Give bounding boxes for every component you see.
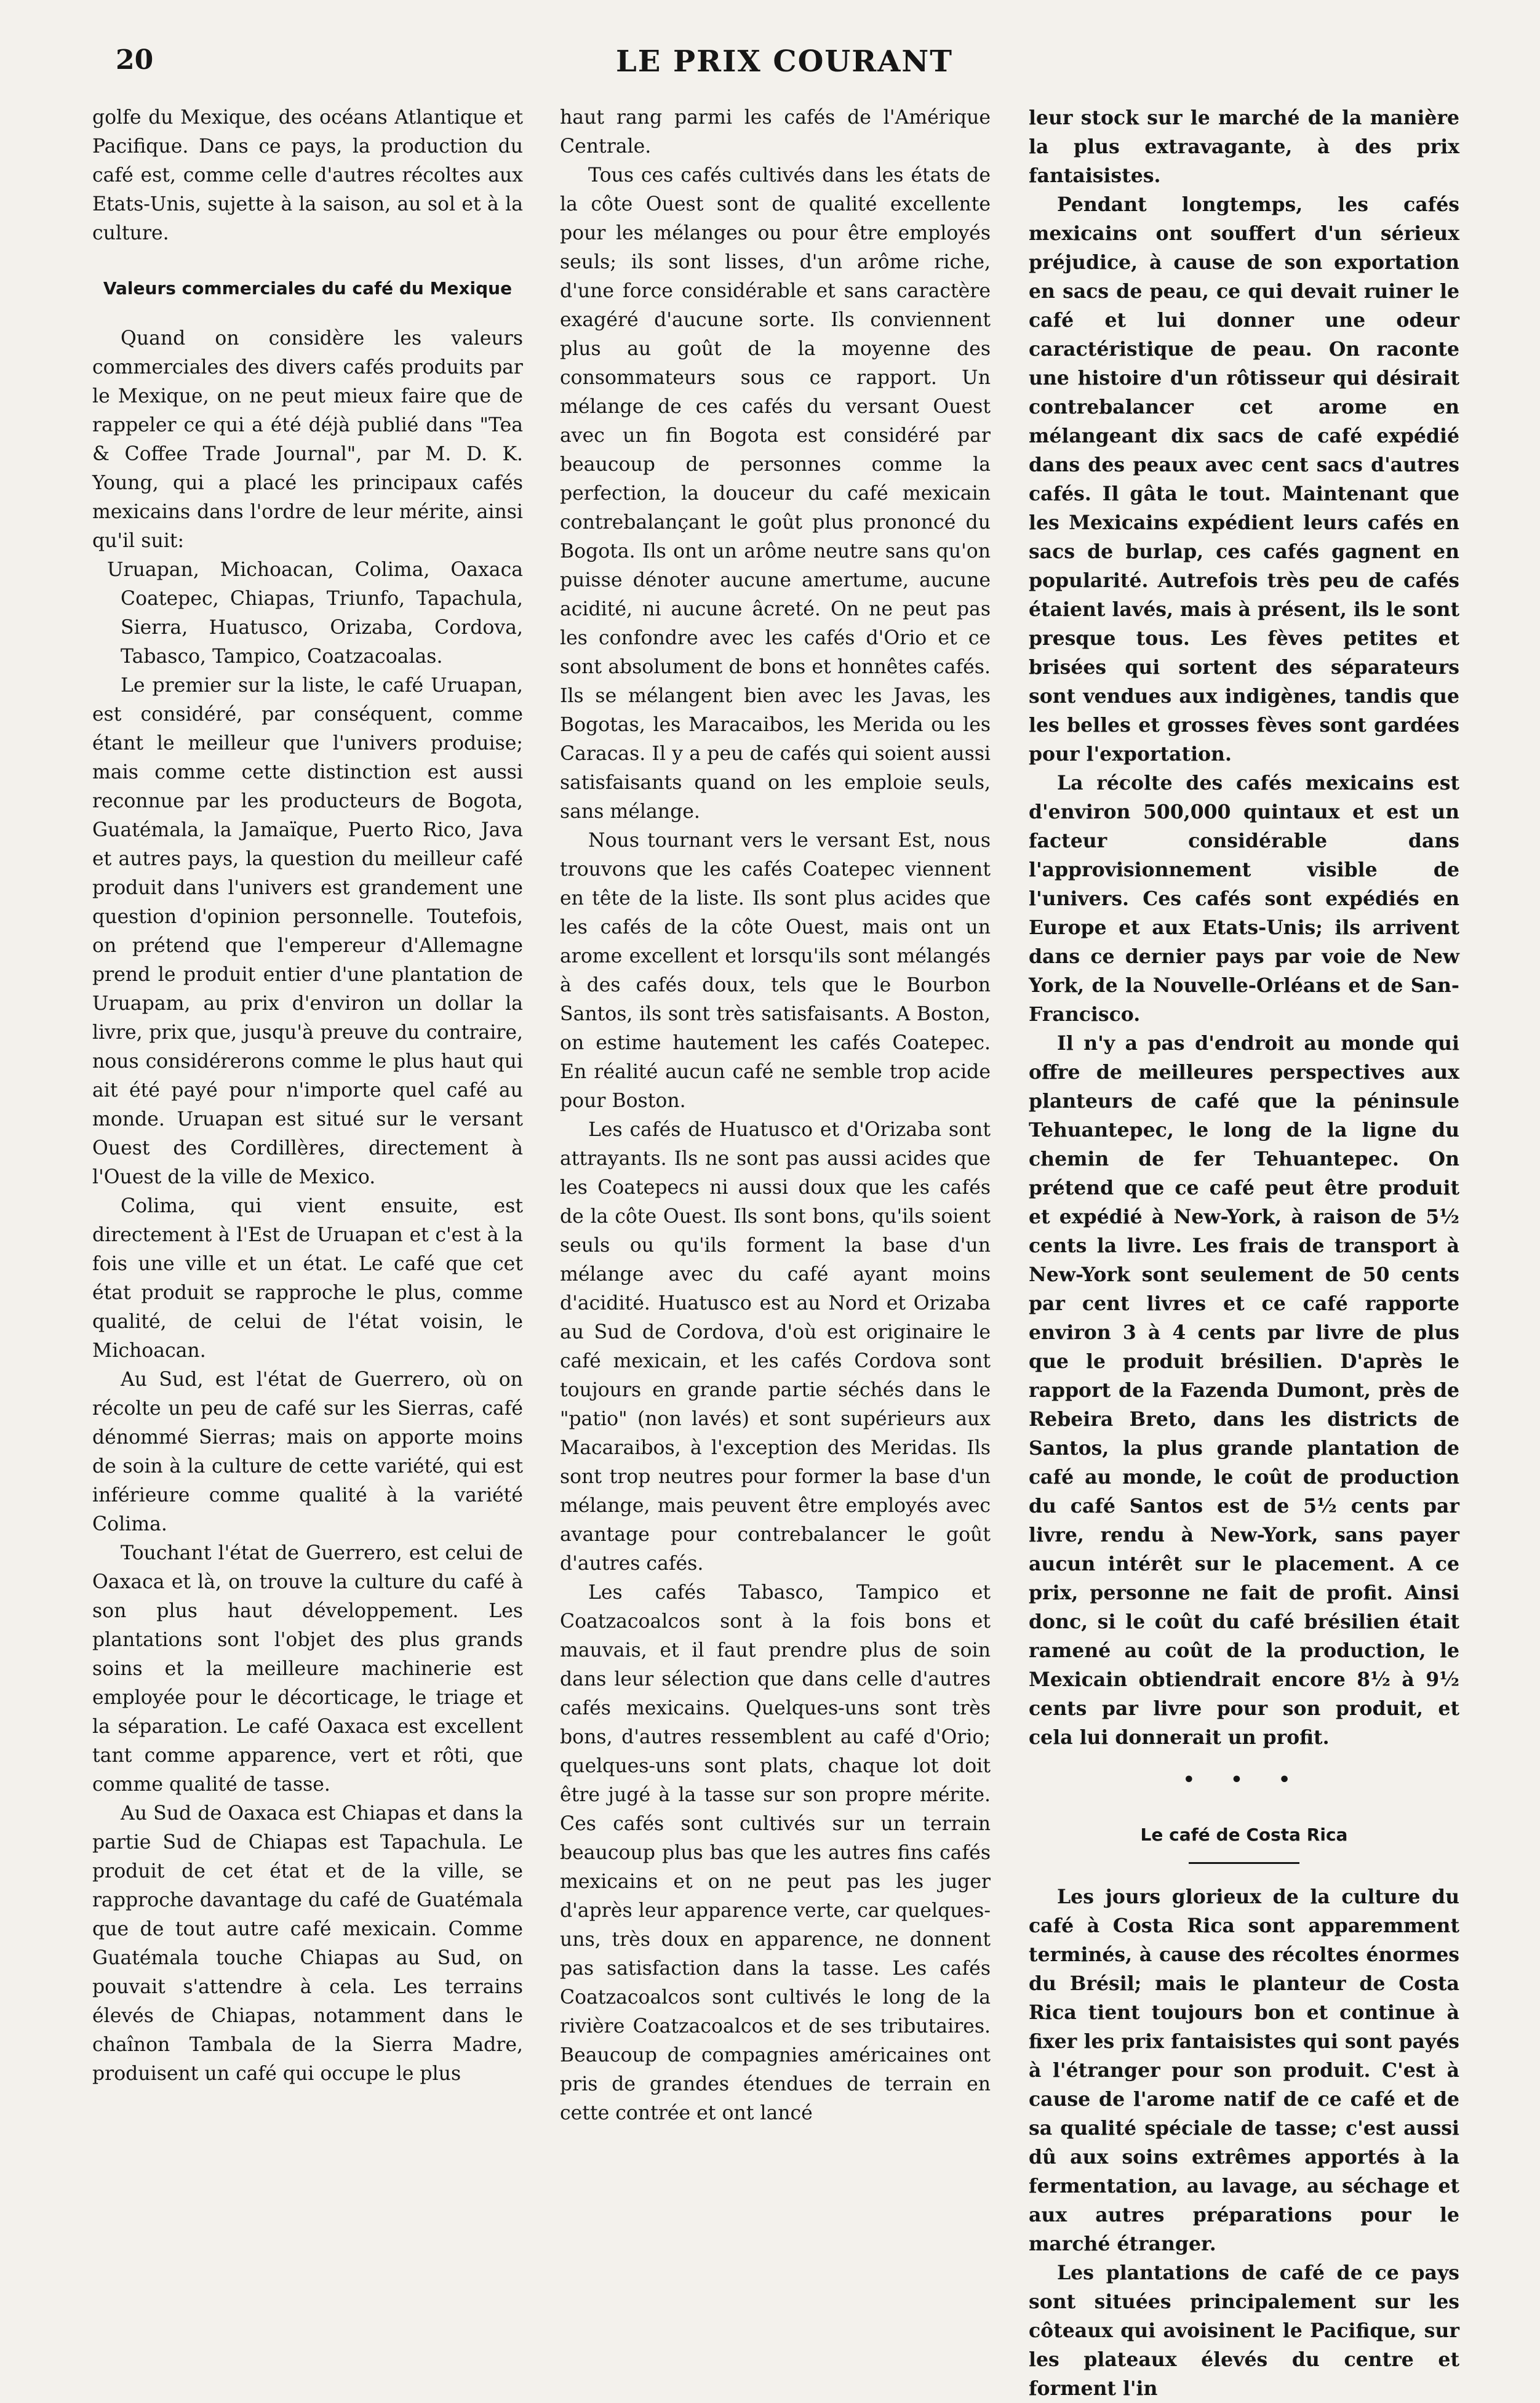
paragraph: Au Sud de Oaxaca est Chiapas et dans la partie Sud de Chiapas est Tapachula. Le produit de cet état et de la ville, se rapproche davantage du café de Guatémala que de tout autre café mexicain. Comme Guatémala touche Chiapas au Sud, on pouvait s'attendre à cela. Les terrains élevés de Chiapas, notamment dans le chaînon Tambala de la Sierra Madre, produisent un café qui occupe le plus [92, 1802, 523, 2085]
paragraph: Touchant l'état de Guerrero, est celui de Oaxaca et là, on trouve la culture du café à son plus haut développement. Les plantations sont l'objet des plus grands soins et la meilleure machinerie est employée pour le décorticage, le triage et la séparation. Le café Oaxaca est excellent tant comme apparence, vert et rôti, que comme qualité de tasse. [92, 1542, 523, 1796]
paragraph: Nous tournant vers le versant Est, nous trouvons que les cafés Coatepec viennent en tête de la liste. Ils sont plus acides que les cafés de la côte Ouest, mais ont un arome excellent et lorsqu'ils sont mélangés à des cafés doux, tels que le Bourbon Santos, ils sont très satisfaisants. A Boston, on estime hautement les cafés Coatepec. En réalité aucun café ne semble trop acide pour Boston. [560, 830, 991, 1112]
paragraph: Les jours glorieux de la culture du café à Costa Rica sont apparemment terminés, à cause des récoltes énormes du Brésil; mais le planteur de Costa Rica tient toujours bon et continue à fixer les prix fantaisistes qui sont payés à l'étranger pour son produit. C'est à cause de l'arome natif de ce café et de sa qualité spéciale de tasse; c'est aussi dû aux soins extrêmes apportés à la fermentation, au lavage, au séchage et aux autres préparations pour le marché étranger. [1029, 1885, 1459, 2255]
journal-title: LE PRIX COURANT [615, 44, 954, 79]
paragraph: Les plantations de café de ce pays sont situées principalement sur les côteaux qui avoisinent le Pacifique, sur les plateaux élevés du centre et forment l'in [1029, 2261, 1459, 2400]
column-3 [1029, 103, 1459, 2400]
paragraph: Colima, qui vient ensuite, est directement à l'Est de Uruapan et c'est à la fois une ville et un état. Le café que cet état produit se rapproche le plus, comme qualité, de celui de l'état voisin, le Michoacan. [92, 1195, 523, 1362]
paragraph: La récolte des cafés mexicains est d'environ 500,000 quintaux et est un facteur considérable dans l'approvisionnement visible de l'univers. Ces cafés sont expédiés en Europe et aux Etats-Unis; ils arrivent dans ce dernier pays par voie de New York, de la Nouvelle-Orléans et de San-Francisco. [1029, 772, 1459, 1026]
column-2 [560, 103, 991, 2146]
paragraph: golfe du Mexique, des océans Atlantique et Pacifique. Dans ce pays, la production du café est, comme celle d'autres récoltes aux Etats-Unis, sujette à la saison, au sol et à la culture. [92, 106, 523, 244]
paragraph: Au Sud, est l'état de Guerrero, où on récolte un peu de café sur les Sierras, café dénommé Sierras; mais on apporte moins de soin à la culture de cette variété, qui est inférieure comme qualité à la variété Colima. [92, 1369, 523, 1535]
section-heading: Le café de Costa Rica [1140, 1825, 1348, 1845]
paragraph: haut rang parmi les cafés de l'Amérique Centrale. [560, 106, 991, 158]
paragraph: Tous ces cafés cultivés dans les états de la côte Ouest sont de qualité excellente pour les mélanges ou pour être employés seuls; ils sont lisses, d'un arôme riche, d'une force considérable et sans caractère exagéré d'aucune sorte. Ils conviennent plus au goût de la moyenne des consommateurs sous ce rapport. Un mélange de ces cafés du versant Ouest avec un fin Bogota est considéré par beaucoup de personnes comme la perfection, la douceur du café mexicain contrebalançant le goût plus prononcé du Bogota. Ils ont un arôme neutre sans qu'on puisse dénoter aucune amertume, aucune acidité, ni aucune âcreté. On ne peut pas les confondre avec les cafés d'Orio et ce sont absolument de bons et honnêtes cafés. Ils se mélangent bien avec les Javas, les Bogotas, les Maracaibos, les Merida ou les Caracas. Il y a peu de cafés qui soient aussi satisfaisants quand on les emploie seuls, sans mélange. [560, 164, 991, 823]
page-number: 20 [116, 44, 154, 76]
paragraph: Pendant longtemps, les cafés mexicains ont souffert d'un sérieux préjudice, à cause de son exportation en sacs de peau, ce qui devait ruiner le café et lui donner une odeur caractéristique de peau. On raconte une histoire d'un rôtisseur qui désirait contrebalancer cet arome en mélangeant dix sacs de café expédié dans des peaux avec cent sacs d'autres cafés. Il gâta le tout. Maintenant que les Mexicains expédient leurs cafés en sacs de burlap, ces cafés gagnent en popularité. Autrefois très peu de cafés étaient lavés, mais à présent, ils le sont presque tous. Les fèves petites et brisées qui sortent des séparateurs sont vendues aux indigènes, tandis que les belles et grosses fèves sont gardées pour l'exportation. [1029, 193, 1459, 766]
page-header [92, 32, 1477, 94]
coffee-ranking-list: Uruapan, Michoacan, Colima, Oaxaca Coatepec, Chiapas, Triunfo, Tapachula, Sierra, Huatusco, Orizaba, Cordova, Tabasco, Tampico, Coatzacoalas. [107, 559, 523, 668]
heading-underline [1189, 1862, 1299, 1864]
paragraph: leur stock sur le marché de la manière la plus extravagante, à des prix fantaisistes. [1029, 106, 1459, 187]
paragraph: Quand on considère les valeurs commerciales des divers cafés produits par le Mexique, on ne peut mieux faire que de rappeler ce qui a été déjà publié dans "Tea & Coffee Trade Journal", par M. D. K. Young, qui a placé les principaux cafés mexicains dans l'ordre de leur mérite, ainsi qu'il suit: [92, 327, 523, 552]
section-heading: Valeurs commerciales du café du Mexique [103, 278, 513, 298]
paragraph: Le premier sur la liste, le café Uruapan, est considéré, par conséquent, comme étant le meilleur que l'univers produise; mais comme cette distinction est aussi reconnue par les producteurs de Bogota, Guatémala, la Jamaïque, Puerto Rico, Java et autres pays, la question du meilleur café produit dans l'univers est grandement une question d'opinion personnelle. Toutefois, on prétend que l'empereur d'Allemagne prend le produit entier d'une plantation de Uruapam, au prix d'environ un dollar la livre, prix que, jusqu'à preuve du contraire, nous considérerons comme le plus haut qui ait été payé pour n'importe quel café au monde. Uruapan est situé sur le versant Ouest des Cordillères, directement à l'Ouest de la ville de Mexico. [92, 674, 523, 1188]
paragraph: Les cafés de Huatusco et d'Orizaba sont attrayants. Ils ne sont pas aussi acides que les Coatepecs ni aussi doux que les cafés de la côte Ouest. Ils sont bons, qu'ils soient seuls ou qu'ils forment la base d'un mélange avec du café ayant moins d'acidité. Huatusco est au Nord et Orizaba au Sud de Cordova, d'où est originaire le café mexicain, et les cafés Cordova sont toujours en grande partie séchés dans le "patio" (non lavés) et sont supérieurs aux Macaraibos, à l'exception des Meridas. Ils sont trop neutres pour former la base d'un mélange, mais peuvent être employés avec avantage pour contrebalancer le goût d'autres cafés. [560, 1119, 991, 1575]
paragraph: Il n'y a pas d'endroit au monde qui offre de meilleures perspectives aux planteurs de café que la péninsule Tehuantepec, le long de la ligne du chemin de fer Tehuantepec. On prétend que ce café peut être produit et expédié à New-York, à raison de 5½ cents la livre. Les frais de transport à New-York sont seulement de 50 cents par cent livres et ce café rapporte environ 3 à 4 cents par livre de plus que le produit brésilien. D'après le rapport de la Fazenda Dumont, près de Rebeira Breto, dans les districts de Santos, la plus grande plantation de café au monde, le coût de production du café Santos est de 5½ cents par livre, rendu à New-York, sans payer aucun intérêt sur le placement. A ce prix, personne ne fait de profit. Ainsi donc, si le coût du café brésilien était ramené au coût de la production, le Mexicain obtiendrait encore 8½ à 9½ cents par livre pour son produit, et cela lui donnerait un profit. [1029, 1032, 1459, 1749]
section-divider-stars: • • • [1183, 1769, 1306, 1791]
column-1 [92, 103, 523, 2146]
paragraph: Les cafés Tabasco, Tampico et Coatzacoalcos sont à la fois bons et mauvais, et il faut prendre plus de soin dans leur sélection que dans celle d'autres cafés mexicains. Quelques-uns sont très bons, d'autres ressemblent au café d'Orio; quelques-uns sont plats, chaque lot doit être jugé à la tasse sur son propre mérite. Ces cafés sont cultivés sur un terrain beaucoup plus bas que les autres fins cafés mexicains et on ne peut pas les juger d'après leur apparence verte, car quelques-uns, très doux en apparence, ne donnent pas satisfaction dans la tasse. Les cafés Coatzacoalcos sont cultivés le long de la rivière Coatzacoalcos et de ses tributaires. Beaucoup de compagnies américaines ont pris de grandes étendues de terrain en cette contrée et ont lancé [560, 1581, 991, 2124]
